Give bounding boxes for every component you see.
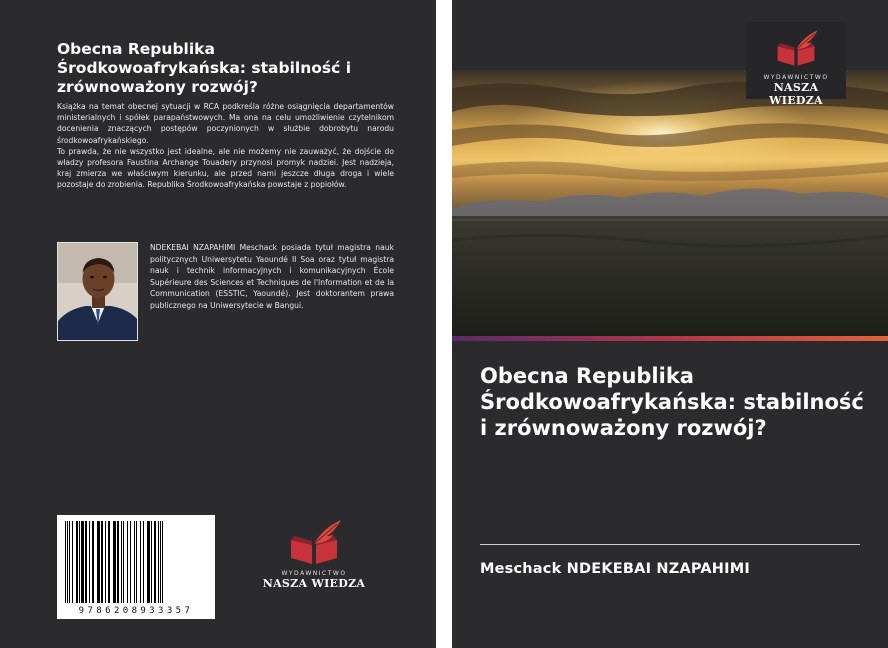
back-cover-title: Obecna Republika Środkowoafrykańska: stabilność i zrównoważony rozwój? xyxy=(57,40,352,96)
open-book-feather-icon xyxy=(768,26,824,70)
front-cover xyxy=(452,0,888,648)
description-paragraph: Książka na temat obecnej sytuacji w RCA podkreśla różne osiągnięcia departamentów ministerialnych i spółek parapaństwowych. Ma ona na celu umożliwienie czytelnikom docenienia znaczących postępów poczynionych w służbie dobrobytu narodu środkowoafrykańskiego. xyxy=(57,102,394,145)
author-portrait-icon xyxy=(58,243,138,341)
front-cover-title: Obecna Republika Środkowoafrykańska: stabilność i zrównoważony rozwój? xyxy=(480,364,864,440)
publisher-logo-back xyxy=(258,518,370,604)
isbn-barcode xyxy=(57,515,215,619)
publisher-name: NASZA WIEDZA xyxy=(262,577,366,590)
publisher-label-small: WYDAWNICTWO xyxy=(281,570,347,577)
barcode-bars xyxy=(57,515,215,607)
author-photo xyxy=(57,242,138,341)
accent-bar xyxy=(452,336,888,341)
barcode-digits: 9786208933357 xyxy=(78,606,194,616)
back-cover xyxy=(0,0,436,648)
publisher-name: NASZA WIEDZA xyxy=(769,81,823,107)
sunset-landscape-photo xyxy=(452,70,888,336)
publisher-label-small: WYDAWNICTWO xyxy=(763,74,829,81)
open-book-feather-icon xyxy=(279,518,349,566)
publisher-logo-front xyxy=(746,22,846,107)
divider xyxy=(480,544,860,545)
spine-gap xyxy=(436,0,452,648)
back-cover-description xyxy=(57,101,394,191)
author-bio: NDEKEBAI NZAPAHIMI Meschack posiada tytuł magistra nauk politycznych Uniwersytetu Yaoundé II Soa oraz tytuł magistra nauk i technik informacyjnych i komunikacyjnych École Supérieure des Sciences et Techniques de l'Information et de la Communication (ESSTIC, Yaoundé). Jest doktorantem prawa publicznego na Uniwersytecie w Bangui. xyxy=(150,243,394,310)
description-paragraph: To prawda, że nie wszystko jest idealne, ale nie możemy nie zauważyć, że dojście do władzy profesora Faustina Archange Touadery przynosi promyk nadziei. Jest nadzieja, kraj zmierza we właściwym kierunku, ale przed nami jeszcze długa droga i wiele pozostaje do zrobienia. Republika Środkowoafrykańska powstaje z popiołów. xyxy=(57,146,394,190)
front-cover-author: Meschack NDEKEBAI NZAPAHIMI xyxy=(480,561,750,577)
